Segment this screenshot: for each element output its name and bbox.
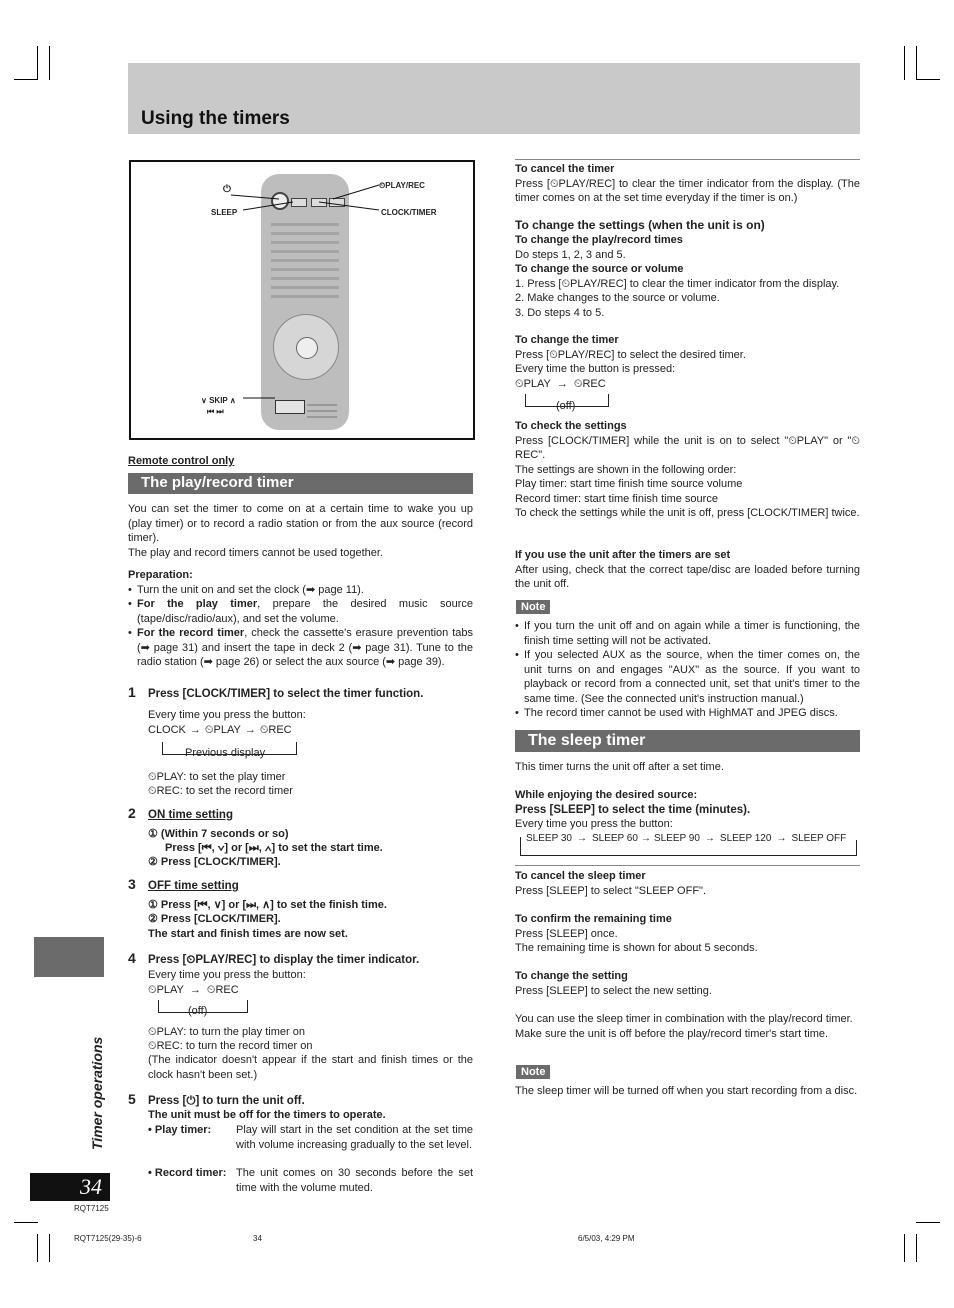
step-1-play: ⏲PLAY: to set the play timer	[148, 771, 286, 783]
step-1-rec: ⏲REC: to set the record timer	[148, 785, 293, 797]
cancel-timer-block	[515, 162, 860, 206]
crop-mark	[916, 1234, 917, 1262]
note-tag: Note	[516, 600, 550, 615]
check-heading: To check the settings	[515, 420, 627, 432]
sleep-flow: SLEEP 30 → SLEEP 60 → SLEEP 90 → SLEEP 120 → SLEEP OFF	[526, 833, 847, 844]
page-title: Using the timers	[141, 108, 290, 129]
crop-mark	[916, 46, 917, 80]
check-settings-block	[515, 419, 860, 521]
crop-mark	[14, 79, 38, 80]
step-number-2: 2	[128, 805, 136, 821]
change-timer-text-1: Press [⏲PLAY/REC] to select the desired timer.	[515, 348, 746, 361]
sleep-steps	[515, 788, 860, 832]
side-tab	[34, 937, 104, 977]
step-3-a: ① Press [⏮, ∨] or [⏭, ∧] to set the finish time.	[148, 899, 387, 911]
step-1-previous: Previous display	[185, 747, 266, 759]
note-list	[515, 619, 860, 721]
change-timer-block	[515, 333, 860, 391]
step-1-text: Press [CLOCK/TIMER] to select the timer function.	[148, 688, 424, 700]
step-number-3: 3	[128, 876, 136, 892]
prep-item-2: • For the play timer, prepare the desired music source (tape/disc/radio/aux), and set the volume.	[128, 597, 473, 626]
change-source-1: 1. Press [⏲PLAY/REC] to clear the timer indicator from the display.	[515, 277, 840, 290]
prep-label: Preparation:	[128, 569, 193, 581]
prep-item-1: • Turn the unit on and set the clock (➡ page 11).	[128, 583, 473, 598]
check-text-3: Play timer: start time finish time source volume	[515, 478, 743, 490]
sleep-combo-block	[515, 1012, 860, 1041]
prep-item-3: • For the record timer, check the cassette's erasure prevention tabs (➡ page 31) and insert the tape in deck 2 (➡ page 31). Tune to the radio station (➡ page 26) or select the aux source (➡ page 39).	[128, 626, 473, 670]
crop-mark	[904, 1234, 905, 1262]
change-heading: To change the settings (when the unit is on)	[515, 218, 765, 232]
crop-mark	[14, 1222, 38, 1223]
skip-label: ∨ SKIP ∧	[201, 396, 236, 405]
sleep-while: While enjoying the desired source:	[515, 789, 698, 801]
step-1-flow: CLOCK → ⏲PLAY → ⏲REC	[148, 724, 292, 736]
step-2-b: Press [⏮, ∨] or [⏭, ∧] to set the start time.	[165, 842, 383, 854]
check-text-4: Record timer: start time finish time source	[515, 492, 718, 505]
change-times-text: Do steps 1, 2, 3 and 5.	[515, 248, 626, 261]
play-timer-label: • Play timer:	[148, 1124, 212, 1136]
crop-mark	[916, 1222, 940, 1223]
record-timer-text: The unit comes on 30 seconds before the set time with the volume muted.	[236, 1167, 473, 1194]
remote-caption: Remote control only	[128, 455, 235, 467]
note-item-2: • If you selected AUX as the source, when the timer comes on, the unit turns on and engages "AUX" as the source. If you want to playback or record from a connected unit, set that unit's timer to the same time. (See the connected unit's instruction manual.)	[515, 648, 860, 706]
change-timer-heading: To change the timer	[515, 334, 619, 346]
crop-mark	[916, 79, 940, 80]
change-times-heading: To change the play/record times	[515, 234, 683, 246]
sleep-cancel-block	[515, 869, 860, 898]
footer-right: 6/5/03, 4:29 PM	[578, 1234, 635, 1243]
sleep-timer-heading: The sleep timer	[515, 730, 860, 752]
sleep-cancel-text: Press [SLEEP] to select "SLEEP OFF".	[515, 884, 707, 897]
crop-mark	[37, 46, 38, 80]
change-source-2: 2. Make changes to the source or volume.	[515, 292, 720, 304]
sleep-combo-text: You can use the sleep timer in combination with the play/record timer.	[515, 1013, 853, 1025]
step-3-b: ② Press [CLOCK/TIMER].	[148, 913, 281, 925]
cancel-heading: To cancel the timer	[515, 163, 615, 175]
step-4-play: ⏲PLAY: to turn the play timer on	[148, 1026, 305, 1038]
crop-mark	[904, 46, 905, 80]
sleep-confirm-text-1: Press [SLEEP] once.	[515, 927, 618, 940]
sleep-every: Every time you press the button:	[515, 818, 673, 830]
side-label: Timer operations	[89, 1036, 105, 1150]
check-text-2: The settings are shown in the following order:	[515, 463, 737, 476]
sleep-intro: This timer turns the unit off after a set time.	[515, 761, 724, 773]
intro-text-2: The play and record timers cannot be used together.	[128, 546, 383, 559]
sleep-confirm-text-2: The remaining time is shown for about 5 seconds.	[515, 942, 758, 954]
check-text-1: Press [CLOCK/TIMER] while the unit is on to select "⏲PLAY" or "⏲REC".	[515, 434, 860, 461]
step-5-text: Press [⏻] to turn the unit off.	[148, 1095, 305, 1107]
step-4-sub: Every time you press the button:	[148, 969, 306, 981]
sleep-combo-text-2: Make sure the unit is off before the play/record timer's start time.	[515, 1027, 829, 1040]
step-4-note: (The indicator doesn't appear if the start and finish times or the clock hasn't been set.)	[148, 1054, 473, 1081]
step-4-rec: ⏲REC: to turn the record timer on	[148, 1040, 313, 1052]
sleep-confirm-block	[515, 912, 860, 956]
change-timer-text-2: Every time the button is pressed:	[515, 363, 676, 375]
page-number: 34	[30, 1173, 110, 1201]
note-item-3: • The record timer cannot be used with HighMAT and JPEG discs.	[515, 706, 860, 721]
change-timer-off: (off)	[556, 400, 576, 412]
sleep-press: Press [SLEEP] to select the time (minutes).	[515, 803, 751, 816]
remote-illustration-frame	[129, 160, 475, 440]
preparation-block	[128, 568, 473, 670]
step-1-sub: Every time you press the button:	[148, 709, 306, 721]
crop-mark	[49, 1234, 50, 1262]
intro-text: You can set the timer to come on at a certain time to wake you up (play timer) or to record a radio station or from the aux source (record timer).	[128, 503, 473, 544]
step-5-sub: The unit must be off for the timers to operate.	[148, 1109, 386, 1121]
after-heading: If you use the unit after the timers are set	[515, 549, 731, 561]
note-item-1: • If you turn the unit off and on again while a timer is functioning, the finish time setting will not be activated.	[515, 619, 860, 648]
step-number-5: 5	[128, 1091, 136, 1107]
play-rec-label: ⏲PLAY/REC	[379, 181, 425, 190]
record-timer-label: • Record timer:	[148, 1167, 227, 1179]
crop-mark	[49, 46, 50, 80]
cancel-text: Press [⏲PLAY/REC] to clear the timer indicator from the display. (The timer comes on at the set time everyday if the timer is on.)	[515, 177, 860, 204]
footer-left: RQT7125(29-35)-6	[74, 1234, 142, 1243]
change-settings-block	[515, 218, 860, 320]
power-icon: ⏻	[223, 184, 231, 195]
skip-icons: ⏮ ⏭	[207, 407, 224, 416]
play-record-heading: The play/record timer	[128, 473, 473, 494]
doc-code: RQT7125	[74, 1204, 109, 1213]
clock-timer-label: CLOCK/TIMER	[381, 208, 437, 217]
sleep-change-block	[515, 969, 860, 998]
sleep-change-heading: To change the setting	[515, 970, 628, 982]
check-text-5: To check the settings while the unit is off, press [CLOCK/TIMER] twice.	[515, 507, 860, 519]
sleep-confirm-heading: To confirm the remaining time	[515, 913, 672, 925]
sleep-rule	[515, 865, 860, 866]
sleep-note-tag: Note	[516, 1065, 550, 1080]
sleep-cancel-heading: To cancel the sleep timer	[515, 870, 646, 882]
sleep-label: SLEEP	[211, 208, 238, 217]
step-2-c: ② Press [CLOCK/TIMER].	[148, 856, 281, 868]
step-3-text: OFF time setting	[148, 880, 239, 892]
after-text: After using, check that the correct tape/disc are loaded before turning the unit off.	[515, 563, 860, 590]
change-source-3: 3. Do steps 4 to 5.	[515, 306, 605, 319]
step-3-c: The start and finish times are now set.	[148, 928, 348, 940]
change-source-heading: To change the source or volume	[515, 263, 684, 275]
callout-lines	[131, 162, 473, 438]
step-4-flow: ⏲PLAY → ⏲REC	[148, 984, 239, 996]
step-4-text: Press [⏲PLAY/REC] to display the timer indicator.	[148, 954, 420, 966]
step-number-1: 1	[128, 684, 136, 700]
play-timer-text: Play will start in the set condition at the set time with volume increasing gradually to the set level.	[236, 1124, 473, 1151]
sleep-note-text: The sleep timer will be turned off when you start recording from a disc.	[515, 1085, 858, 1097]
crop-mark	[37, 1234, 38, 1262]
top-rule	[515, 159, 860, 160]
footer-center: 34	[253, 1234, 262, 1243]
after-timers-block	[515, 548, 860, 592]
step-number-4: 4	[128, 950, 136, 966]
play-record-intro	[128, 502, 473, 560]
step-4-off: (off)	[188, 1005, 208, 1017]
sleep-change-text: Press [SLEEP] to select the new setting.	[515, 984, 712, 997]
step-2-text: ON time setting	[148, 809, 233, 821]
change-timer-flow: ⏲PLAY → ⏲REC	[515, 377, 606, 390]
step-2-a: ① (Within 7 seconds or so)	[148, 828, 289, 840]
